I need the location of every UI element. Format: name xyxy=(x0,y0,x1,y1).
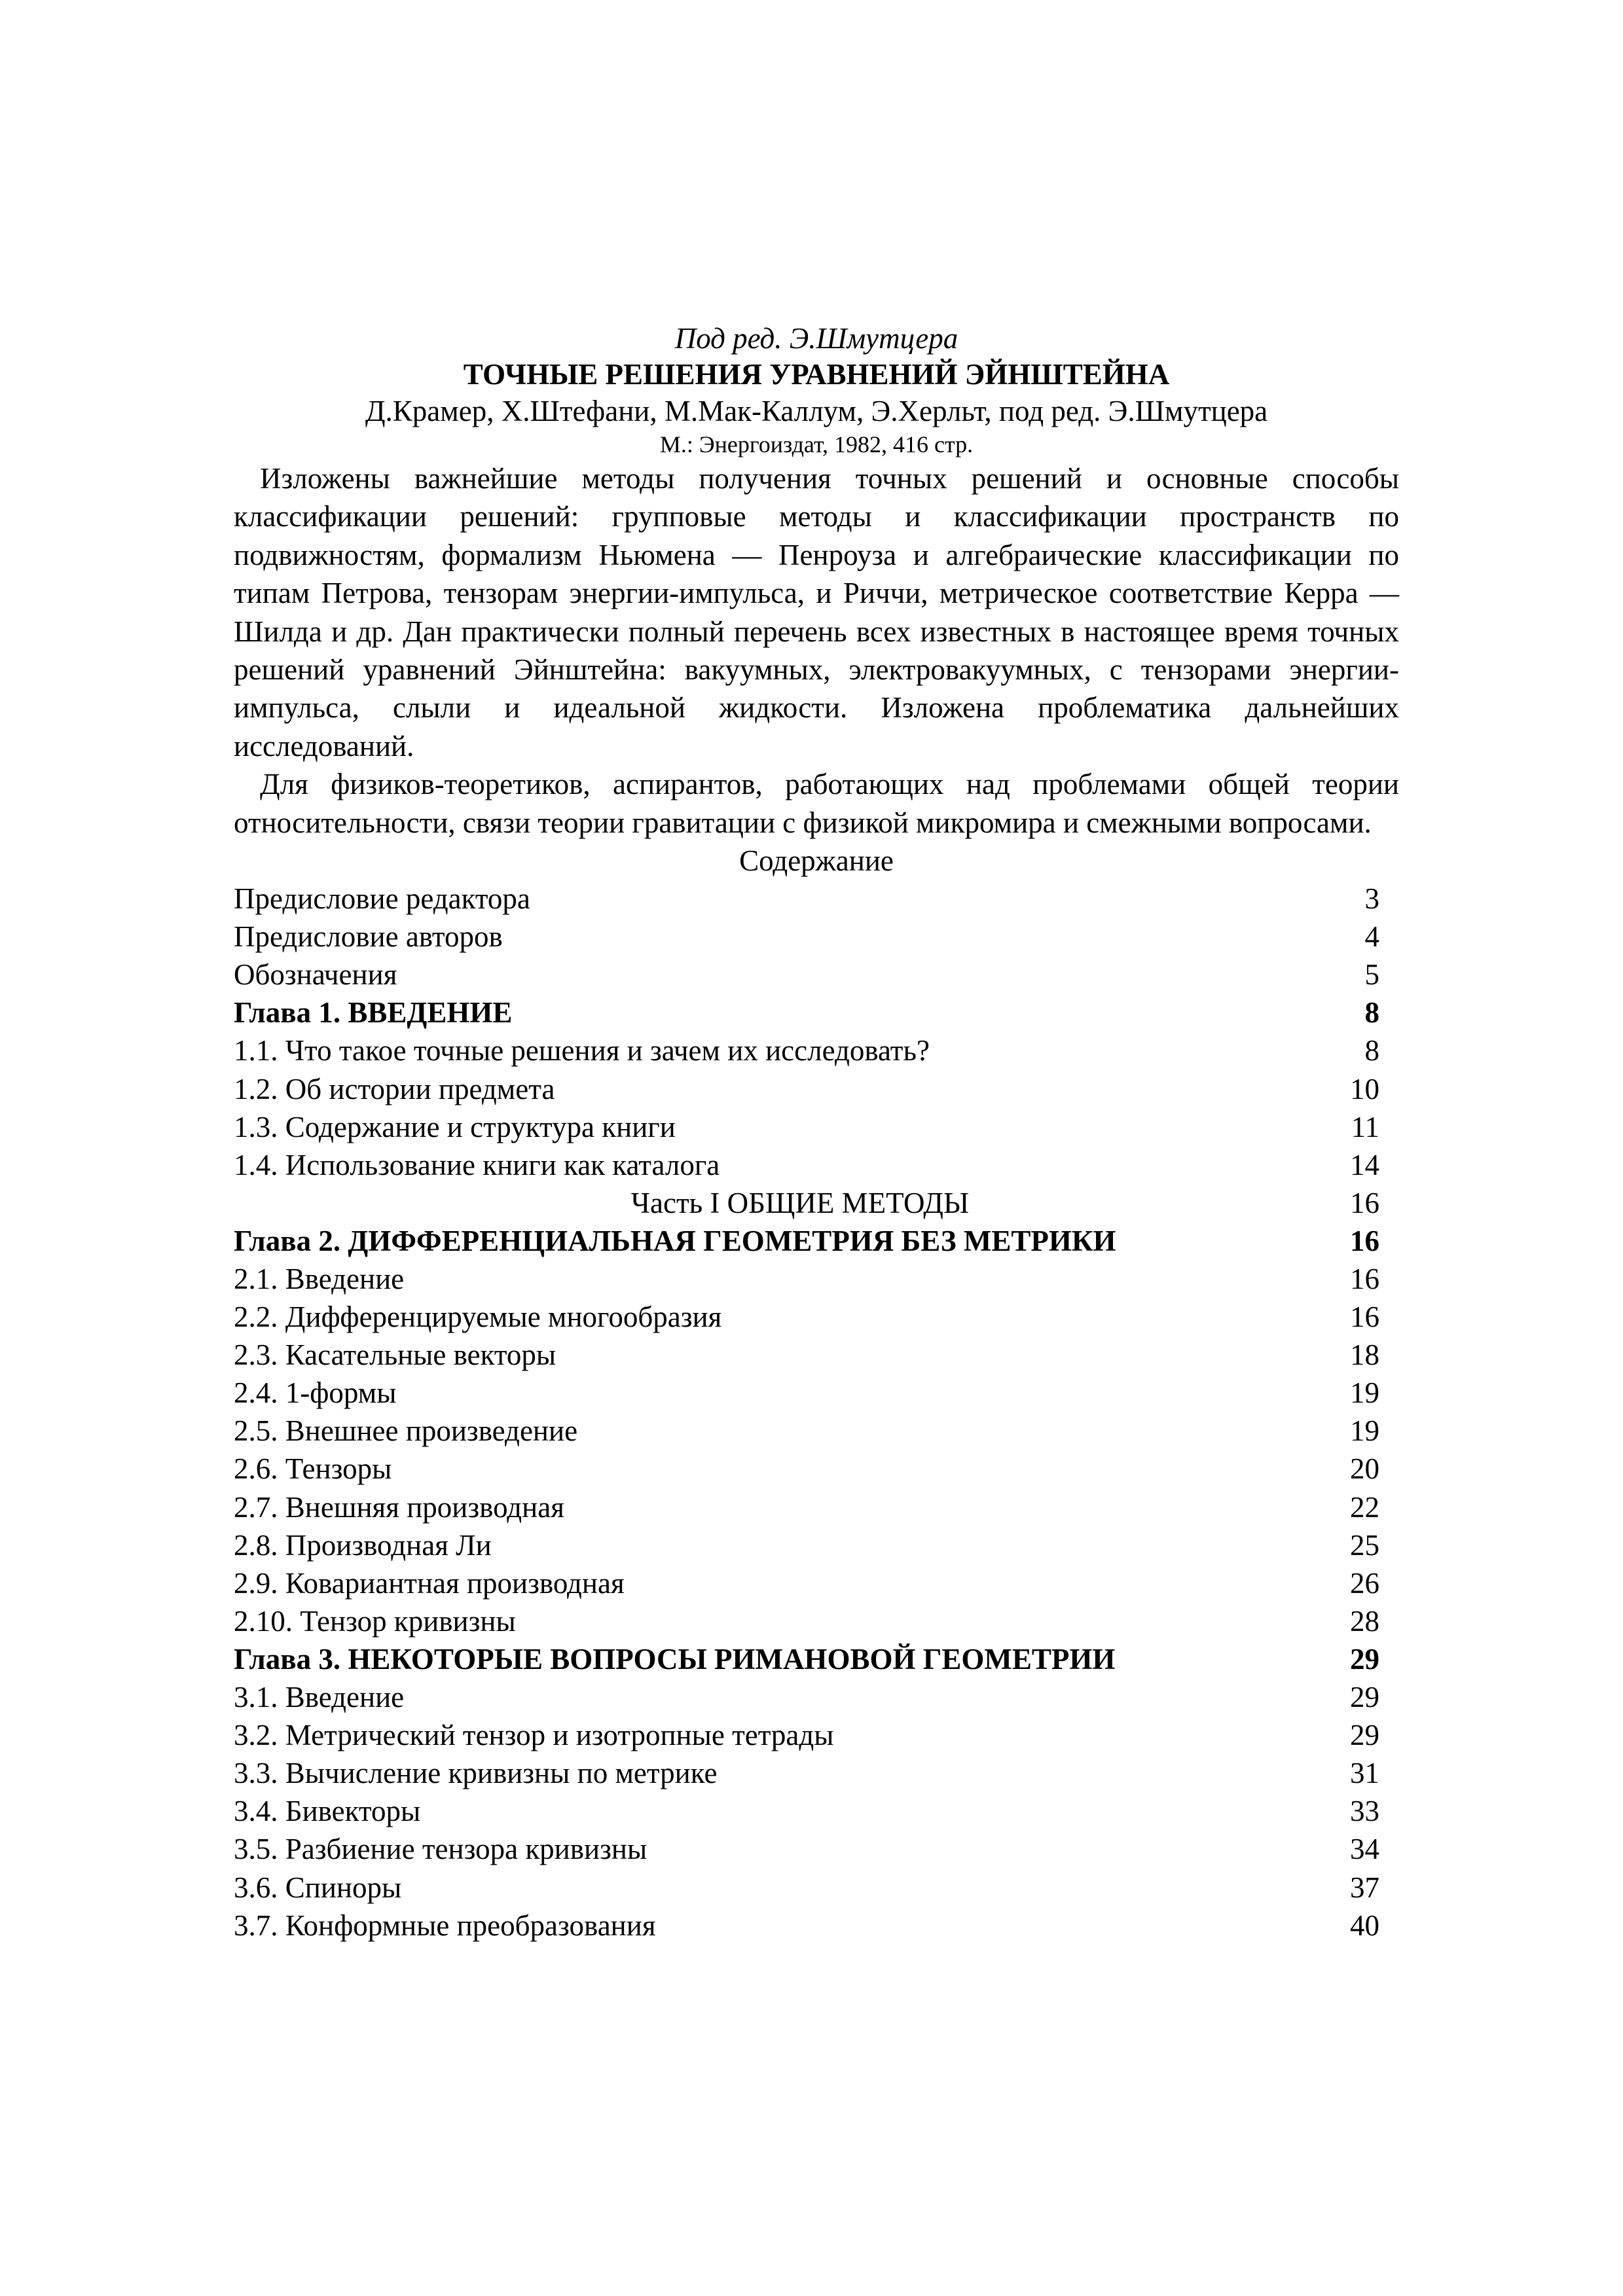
toc-entry-page: 4 xyxy=(1364,920,1379,954)
toc-entry xyxy=(234,1526,1379,1564)
toc-entry-page: 14 xyxy=(1350,1148,1379,1181)
toc-entry xyxy=(234,1792,1379,1830)
publisher-line: М.: Энергоиздат, 1982, 416 стр. xyxy=(659,431,974,457)
toc-entry-page: 3 xyxy=(1364,882,1379,916)
toc-entry-page: 37 xyxy=(1350,1871,1379,1904)
toc-entry-title: 1.1. Что такое точные решения и зачем их исследовать? xyxy=(234,1034,930,1067)
toc-entry-page: 31 xyxy=(1350,1757,1379,1790)
toc-entry-page: 26 xyxy=(1350,1566,1379,1600)
toc-entry xyxy=(234,1907,1379,1945)
toc-entry-page: 16 xyxy=(1350,1224,1379,1257)
toc-entry-title: 2.1. Введение xyxy=(234,1263,405,1295)
toc-chapter-entry xyxy=(234,994,1379,1031)
toc-entry xyxy=(234,1031,1379,1069)
toc-entry-title: 2.4. 1-формы xyxy=(234,1376,397,1410)
toc-entry-page: 8 xyxy=(1364,996,1379,1030)
toc-entry xyxy=(234,1108,1379,1146)
table-of-contents xyxy=(234,880,1379,1945)
toc-entry-page: 29 xyxy=(1350,1681,1379,1714)
toc-entry-title: Часть I ОБЩИЕ МЕТОДЫ xyxy=(630,1186,970,1219)
toc-entry-page: 11 xyxy=(1351,1110,1379,1143)
toc-entry-title: 2.5. Внешнее произведение xyxy=(234,1414,578,1448)
toc-entry-page: 16 xyxy=(1350,1300,1379,1334)
toc-entry-title: 2.10. Тензор кривизны xyxy=(234,1604,516,1638)
toc-entry-title: Предисловие авторов xyxy=(234,920,503,954)
toc-entry-title: 1.4. Использование книги как каталога xyxy=(234,1148,720,1181)
authors-line: Д.Крамер, Х.Штефани, М.Мак-Каллум, Э.Херльт, под ред. Э.Шмутцера xyxy=(365,395,1268,427)
toc-entry xyxy=(234,918,1379,956)
toc-entry-title: 1.3. Содержание и структура книги xyxy=(234,1110,676,1143)
toc-entry-page: 29 xyxy=(1350,1719,1379,1752)
toc-entry xyxy=(234,1488,1379,1526)
toc-entry-title: Глава 1. ВВЕДЕНИЕ xyxy=(234,996,513,1030)
toc-entry-title: 3.5. Разбиение тензора кривизны xyxy=(234,1833,647,1866)
editor-line: Под ред. Э.Шмутцера xyxy=(674,322,958,355)
toc-entry xyxy=(234,1754,1379,1792)
toc-entry-page: 20 xyxy=(1350,1452,1379,1486)
toc-entry-title: 2.6. Тензоры xyxy=(234,1452,392,1486)
toc-entry-title: 3.7. Конформные преобразования xyxy=(234,1909,656,1942)
book-title: ТОЧНЫЕ РЕШЕНИЯ УРАВНЕНИЙ ЭЙНШТЕЙНА xyxy=(463,358,1170,391)
toc-entry-title: 2.8. Производная Ли xyxy=(234,1528,492,1562)
toc-entry-page: 16 xyxy=(1350,1263,1379,1295)
toc-entry-title: 2.7. Внешняя производная xyxy=(234,1490,564,1524)
toc-chapter-entry xyxy=(234,1640,1379,1678)
toc-entry-page: 22 xyxy=(1350,1490,1379,1524)
toc-entry-page: 25 xyxy=(1350,1528,1379,1562)
toc-entry xyxy=(234,1564,1379,1602)
toc-entry xyxy=(234,880,1379,918)
toc-entry-title: Глава 3. НЕКОТОРЫЕ ВОПРОСЫ РИМАНОВОЙ ГЕОМЕТРИИ xyxy=(234,1642,1116,1676)
toc-entry-page: 28 xyxy=(1350,1604,1379,1638)
toc-entry xyxy=(234,1298,1379,1336)
toc-entry xyxy=(234,1146,1379,1184)
toc-entry xyxy=(234,1830,1379,1868)
toc-entry-title: Обозначения xyxy=(234,958,397,992)
toc-entry-page: 16 xyxy=(1350,1186,1379,1219)
toc-entry-title: 2.3. Касательные векторы xyxy=(234,1338,556,1372)
toc-entry xyxy=(234,1678,1379,1716)
toc-entry-title: 3.3. Вычисление кривизны по метрике xyxy=(234,1757,718,1790)
toc-entry-page: 19 xyxy=(1350,1376,1379,1410)
toc-entry-page: 34 xyxy=(1350,1833,1379,1866)
toc-entry-title: Глава 2. ДИФФЕРЕНЦИАЛЬНАЯ ГЕОМЕТРИЯ БЕЗ МЕТРИКИ xyxy=(234,1224,1116,1257)
toc-entry-title: 1.2. Об истории предмета xyxy=(234,1072,555,1105)
toc-entry-page: 10 xyxy=(1350,1072,1379,1105)
toc-entry-page: 19 xyxy=(1350,1414,1379,1448)
toc-entry xyxy=(234,1450,1379,1488)
toc-entry xyxy=(234,1260,1379,1298)
toc-entry-page: 18 xyxy=(1350,1338,1379,1372)
toc-entry xyxy=(234,1374,1379,1412)
toc-entry-page: 33 xyxy=(1350,1795,1379,1828)
toc-entry-title: 3.2. Метрический тензор и изотропные тетрады xyxy=(234,1719,834,1752)
toc-entry xyxy=(234,1869,1379,1907)
toc-entry-title: 3.1. Введение xyxy=(234,1681,405,1714)
toc-entry xyxy=(234,1336,1379,1374)
toc-entry-page: 5 xyxy=(1364,958,1379,992)
toc-entry xyxy=(234,1602,1379,1640)
toc-entry-page: 29 xyxy=(1350,1642,1379,1676)
toc-entry xyxy=(234,1716,1379,1754)
toc-entry-title: 2.2. Дифференцируемые многообразия xyxy=(234,1300,722,1334)
toc-entry xyxy=(234,1070,1379,1108)
toc-entry-title: 2.9. Ковариантная производная xyxy=(234,1566,625,1600)
audience-paragraph: Для физиков-теоретиков, аспирантов, работающих над проблемами общей теории относительности, связи теории гравитации с физикой микромира и смежными вопросами. xyxy=(234,768,1399,839)
toc-entry xyxy=(234,1412,1379,1450)
toc-entry-title: Предисловие редактора xyxy=(234,882,530,916)
toc-entry-title: 3.4. Бивекторы xyxy=(234,1795,421,1828)
toc-entry-title: 3.6. Спиноры xyxy=(234,1871,402,1904)
toc-entry xyxy=(234,956,1379,994)
abstract-paragraph: Изложены важнейшие методы получения точных решений и основные способы классификации решений: групповые методы и классификации пространств по подвижностям, формализм Ньюмена — Пенроуза и алгебраические классификации по типам Петрова, тензорам энергии-импульса, и Риччи, метрическое соответствие Керра — Шилда и др. Дан практически полный перечень всех известных в настоящее время точных решений уравнений Эйнштейна: вакуумных, электровакуумных, с тензорами энергии-импульса, слыли и идеальной жидкости. Изложена проблематика дальнейших исследований. xyxy=(234,462,1399,762)
toc-entry-page: 40 xyxy=(1350,1909,1379,1942)
toc-part-entry xyxy=(234,1184,1379,1222)
toc-chapter-entry xyxy=(234,1222,1379,1260)
page-content xyxy=(234,321,1399,1945)
toc-entry-page: 8 xyxy=(1364,1034,1379,1067)
toc-heading: Содержание xyxy=(739,844,894,878)
